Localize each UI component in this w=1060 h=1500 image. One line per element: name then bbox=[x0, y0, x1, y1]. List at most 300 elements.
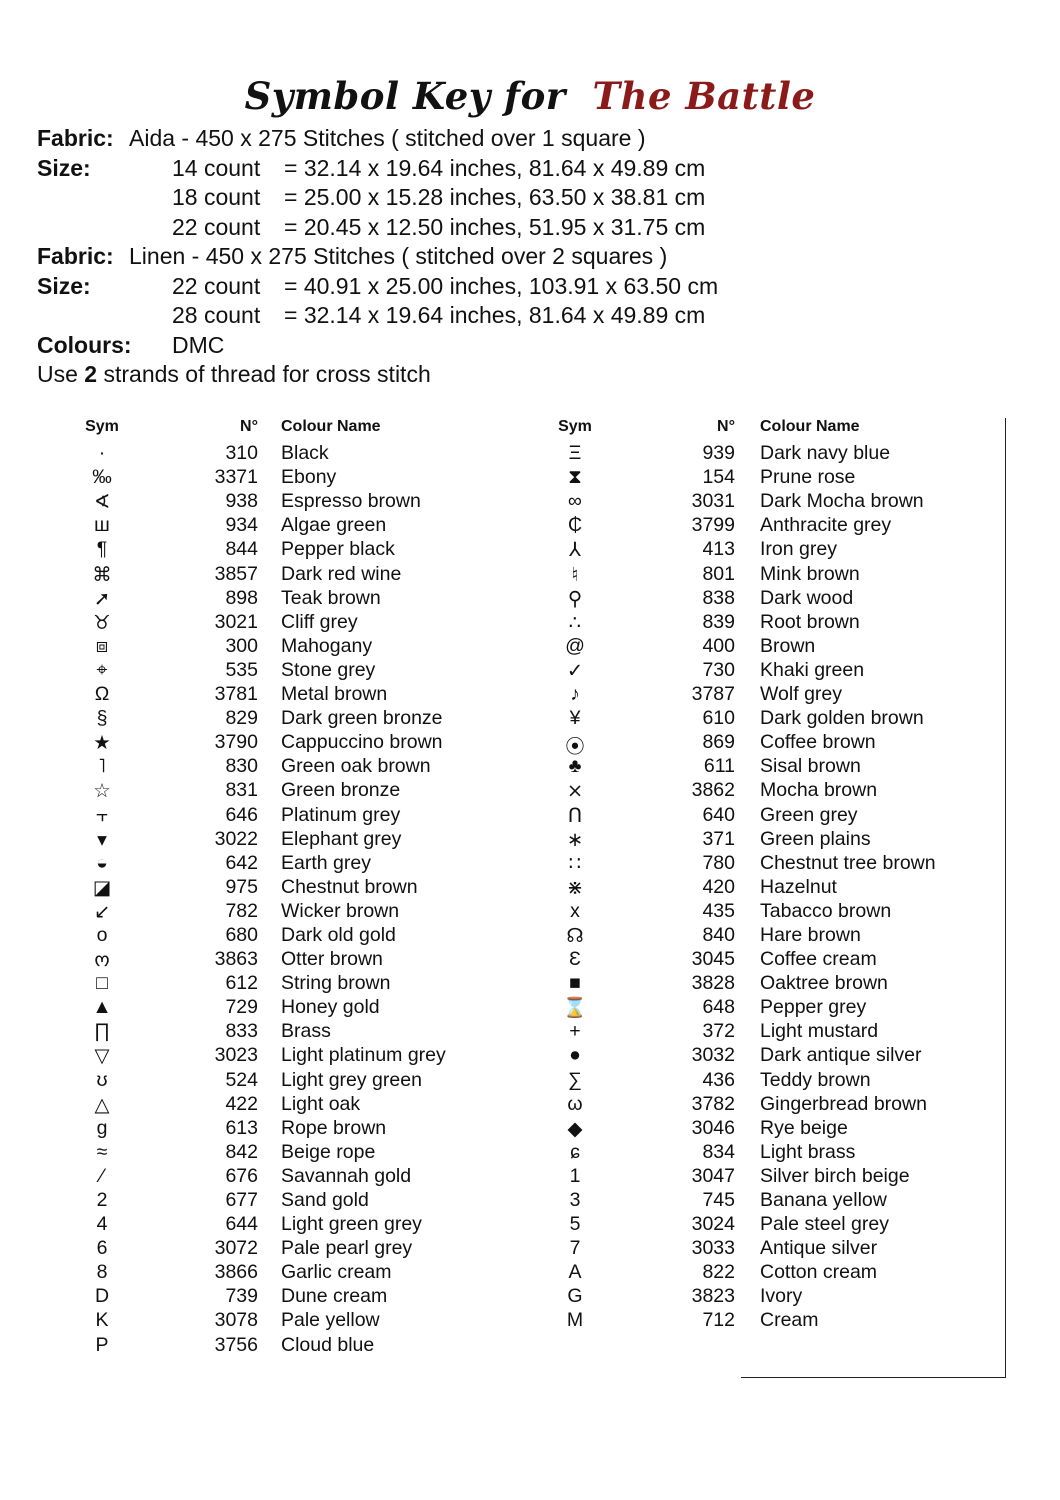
table-row bbox=[555, 1093, 995, 1117]
symbol: ω bbox=[567, 1092, 583, 1115]
dmc-number: 712 bbox=[702, 1309, 735, 1332]
size1-label: Size: bbox=[37, 154, 91, 181]
symbol: ◪ bbox=[92, 876, 112, 899]
size-count: 22 count bbox=[172, 272, 261, 299]
dmc-number: 3032 bbox=[691, 1044, 735, 1067]
dmc-number: 435 bbox=[702, 899, 735, 922]
dmc-number: 3756 bbox=[214, 1333, 258, 1356]
symbol: ᑎ bbox=[567, 804, 583, 827]
table-row bbox=[555, 683, 995, 707]
table-row bbox=[555, 1165, 995, 1189]
colour-name: Ebony bbox=[281, 466, 337, 489]
table-row bbox=[82, 1069, 512, 1093]
symbol: ⌖ bbox=[96, 658, 108, 681]
dmc-number: 822 bbox=[702, 1261, 735, 1284]
header-num: N° bbox=[240, 418, 258, 435]
colours-label: Colours: bbox=[37, 331, 132, 358]
colour-name: Pale yellow bbox=[281, 1309, 380, 1332]
header-sym: Sym bbox=[558, 418, 592, 435]
dmc-number: 372 bbox=[702, 1020, 735, 1043]
dmc-number: 745 bbox=[702, 1189, 735, 1211]
dmc-number: 612 bbox=[225, 972, 258, 995]
dmc-number: 833 bbox=[225, 1020, 258, 1043]
colour-name: Iron grey bbox=[760, 538, 837, 561]
symbol: ▲ bbox=[92, 996, 112, 1019]
colour-name: Ivory bbox=[760, 1285, 803, 1308]
table-row bbox=[555, 611, 995, 635]
colour-name: Dark antique silver bbox=[760, 1044, 922, 1067]
size-count: 22 count bbox=[172, 213, 261, 240]
symbol: ✓ bbox=[566, 659, 584, 682]
dmc-number: 3022 bbox=[214, 827, 258, 850]
table-row bbox=[82, 1261, 512, 1285]
dmc-number: 842 bbox=[225, 1140, 258, 1163]
symbol: 8 bbox=[96, 1261, 108, 1284]
colour-name: Earth grey bbox=[281, 851, 371, 874]
fabric2-label: Fabric: bbox=[37, 243, 114, 269]
dmc-number: 3033 bbox=[691, 1237, 735, 1260]
dmc-number: 610 bbox=[702, 707, 735, 730]
dmc-number: 938 bbox=[225, 490, 258, 513]
size-dims: = 32.14 x 19.64 inches, 81.64 x 49.89 cm bbox=[284, 302, 706, 328]
colour-name: Brown bbox=[760, 634, 816, 657]
table-row bbox=[82, 755, 512, 779]
colours-value: DMC bbox=[172, 331, 225, 358]
symbol: · bbox=[98, 442, 106, 465]
colour-name: String brown bbox=[281, 972, 391, 995]
table-row bbox=[555, 1141, 995, 1165]
dmc-number: 3787 bbox=[691, 683, 735, 706]
symbol: Ξ bbox=[568, 442, 582, 465]
size-count: 28 count bbox=[172, 302, 261, 328]
colour-name: Dark golden brown bbox=[760, 707, 924, 730]
colour-name: Teddy brown bbox=[760, 1068, 871, 1091]
table-row bbox=[82, 948, 512, 972]
dmc-number: 3078 bbox=[214, 1309, 258, 1332]
table-row bbox=[555, 948, 995, 972]
dmc-number: 677 bbox=[225, 1189, 258, 1211]
dmc-number: 3045 bbox=[691, 948, 735, 971]
colour-name: Platinum grey bbox=[281, 803, 401, 826]
table-row bbox=[555, 707, 995, 731]
table-row bbox=[82, 514, 512, 538]
dmc-number: 154 bbox=[702, 466, 735, 489]
table-row bbox=[555, 779, 995, 803]
colour-name: Cream bbox=[760, 1309, 819, 1332]
symbol: 1 bbox=[569, 1164, 581, 1187]
colour-name: Light green grey bbox=[281, 1213, 422, 1236]
colour-name: Savannah gold bbox=[281, 1164, 412, 1187]
symbol: ● bbox=[569, 1044, 581, 1067]
table-row bbox=[555, 1069, 995, 1093]
symbol: ⫟ bbox=[96, 803, 108, 826]
dmc-number: 3866 bbox=[214, 1261, 258, 1284]
table-row bbox=[82, 1237, 512, 1261]
colour-name: Stone grey bbox=[281, 658, 376, 681]
table-row bbox=[555, 563, 995, 587]
colour-name: Brass bbox=[281, 1020, 331, 1043]
table-row bbox=[555, 900, 995, 924]
table-row bbox=[555, 635, 995, 659]
strands-num: 2 bbox=[84, 361, 98, 387]
dmc-number: 3799 bbox=[691, 514, 735, 537]
symbol: ⅄ bbox=[569, 539, 581, 562]
symbol: § bbox=[96, 707, 108, 730]
table-row bbox=[82, 731, 512, 755]
colour-name: Cappuccino brown bbox=[281, 731, 443, 754]
table-row bbox=[555, 1309, 995, 1333]
dmc-number: 3371 bbox=[214, 466, 258, 489]
dmc-number: 839 bbox=[702, 610, 735, 633]
strands-text bbox=[37, 360, 431, 390]
table-header bbox=[555, 418, 995, 442]
colour-name: Oaktree brown bbox=[760, 972, 888, 995]
table-row bbox=[82, 876, 512, 900]
symbol: @ bbox=[565, 634, 585, 657]
dmc-number: 524 bbox=[225, 1068, 258, 1091]
table-row bbox=[82, 828, 512, 852]
colour-name: Dark red wine bbox=[281, 562, 402, 585]
colour-name: Chestnut brown bbox=[281, 875, 418, 898]
symbol: P bbox=[95, 1333, 109, 1356]
dmc-number: 420 bbox=[702, 875, 735, 898]
dmc-number: 3031 bbox=[691, 490, 735, 513]
dmc-number: 646 bbox=[225, 803, 258, 826]
colour-name: Rye beige bbox=[760, 1116, 848, 1139]
table-row bbox=[82, 1213, 512, 1237]
symbol: ɕ bbox=[570, 1140, 580, 1163]
table-row bbox=[82, 538, 512, 562]
table-row bbox=[82, 852, 512, 876]
colour-name: Elephant grey bbox=[281, 827, 402, 850]
symbol: ¶ bbox=[96, 538, 108, 561]
symbol: ∴ bbox=[568, 611, 582, 634]
dmc-number: 3828 bbox=[691, 972, 735, 995]
symbol: x bbox=[570, 899, 580, 922]
colour-name: Pale pearl grey bbox=[281, 1237, 413, 1260]
dmc-number: 3863 bbox=[214, 948, 258, 971]
colour-name: Espresso brown bbox=[281, 490, 421, 513]
dmc-number: 436 bbox=[702, 1068, 735, 1091]
colour-name: Pepper grey bbox=[760, 996, 867, 1019]
colour-name: Algae green bbox=[281, 514, 387, 537]
colour-name: Antique silver bbox=[760, 1237, 878, 1260]
symbol: 2 bbox=[96, 1189, 108, 1211]
table-row bbox=[82, 900, 512, 924]
symbol: ♉ bbox=[93, 611, 111, 634]
table-row bbox=[555, 1020, 995, 1044]
dmc-number: 782 bbox=[225, 899, 258, 922]
dmc-number: 3023 bbox=[214, 1044, 258, 1067]
symbol: ∢ bbox=[93, 491, 111, 514]
dmc-number: 3072 bbox=[214, 1237, 258, 1260]
dmc-number: 3024 bbox=[691, 1213, 735, 1236]
symbol: M bbox=[566, 1309, 584, 1332]
symbol: ო bbox=[94, 949, 110, 972]
table-row bbox=[82, 1189, 512, 1213]
symbol: ⌛ bbox=[562, 997, 588, 1020]
table-row bbox=[82, 1141, 512, 1165]
colour-name: Wolf grey bbox=[760, 683, 842, 706]
border-line-bottom bbox=[741, 1377, 1006, 1378]
colour-name: Cotton cream bbox=[760, 1261, 878, 1284]
colour-name: Coffee brown bbox=[760, 731, 876, 754]
colour-name: Banana yellow bbox=[760, 1189, 887, 1211]
fabric2-text: Linen - 450 x 275 Stitches ( stitched over 2 squares ) bbox=[129, 243, 668, 269]
symbol: ∷ bbox=[568, 852, 582, 875]
colour-name: Beige rope bbox=[281, 1140, 376, 1163]
colour-name: Hazelnut bbox=[760, 875, 837, 898]
dmc-number: 648 bbox=[702, 996, 735, 1019]
colour-name: Tabacco brown bbox=[760, 899, 892, 922]
symbol: ∑ bbox=[568, 1068, 582, 1091]
symbol-table-right bbox=[555, 418, 995, 1334]
table-row bbox=[82, 972, 512, 996]
colour-name: Green plains bbox=[760, 827, 871, 850]
symbol: ♮ bbox=[571, 563, 579, 586]
table-row bbox=[555, 1237, 995, 1261]
colour-name: Gingerbread brown bbox=[760, 1092, 927, 1115]
table-row bbox=[555, 731, 995, 759]
symbol: 5 bbox=[569, 1213, 581, 1236]
size-count: 14 count bbox=[172, 154, 261, 181]
dmc-number: 3047 bbox=[691, 1164, 735, 1187]
right-rows bbox=[555, 442, 995, 1333]
symbol: 6 bbox=[96, 1237, 108, 1260]
fabric1-text: Aida - 450 x 275 Stitches ( stitched over 1 square ) bbox=[129, 125, 646, 151]
dmc-number: 869 bbox=[702, 731, 735, 754]
colour-name: Green grey bbox=[760, 803, 858, 826]
table-row bbox=[82, 611, 512, 635]
dmc-number: 975 bbox=[225, 875, 258, 898]
dmc-number: 535 bbox=[225, 658, 258, 681]
colour-name: Teak brown bbox=[281, 586, 381, 609]
colour-name: Dune cream bbox=[281, 1285, 388, 1308]
size-dims: = 40.91 x 25.00 inches, 103.91 x 63.50 cm bbox=[284, 272, 719, 299]
table-row bbox=[555, 1261, 995, 1285]
symbol: ⧗ bbox=[568, 466, 582, 489]
dmc-number: 300 bbox=[225, 634, 258, 657]
colour-name: Hare brown bbox=[760, 923, 861, 946]
dmc-number: 834 bbox=[702, 1140, 735, 1163]
table-row bbox=[82, 587, 512, 611]
dmc-number: 898 bbox=[225, 586, 258, 609]
colour-name: Honey gold bbox=[281, 996, 380, 1019]
colour-name: Cloud blue bbox=[281, 1333, 375, 1356]
table-row bbox=[555, 587, 995, 611]
symbol: 7 bbox=[569, 1237, 581, 1260]
dmc-number: 3782 bbox=[691, 1092, 735, 1115]
symbol: ˥ bbox=[98, 755, 106, 778]
table-row bbox=[82, 1020, 512, 1044]
dmc-number: 780 bbox=[702, 851, 735, 874]
dmc-number: 3046 bbox=[691, 1116, 735, 1139]
table-row bbox=[555, 876, 995, 900]
header-name: Colour Name bbox=[760, 418, 860, 435]
symbol: ∗ bbox=[566, 828, 584, 851]
symbol: D bbox=[94, 1285, 110, 1308]
dmc-number: 739 bbox=[225, 1285, 258, 1308]
symbol: 3 bbox=[569, 1189, 581, 1211]
symbol: Ω bbox=[94, 683, 110, 706]
table-row bbox=[555, 996, 995, 1020]
colour-name: Pale steel grey bbox=[760, 1213, 889, 1236]
dmc-number: 729 bbox=[225, 996, 258, 1019]
colour-name: Garlic cream bbox=[281, 1261, 392, 1284]
dmc-number: 3857 bbox=[214, 562, 258, 585]
symbol: ⧈ bbox=[95, 634, 109, 657]
header-sym: Sym bbox=[85, 418, 119, 435]
symbol: ⚲ bbox=[567, 587, 583, 610]
table-row bbox=[82, 707, 512, 731]
dmc-number: 939 bbox=[702, 442, 735, 465]
symbol: ⨯ bbox=[566, 780, 584, 803]
table-row bbox=[555, 1189, 995, 1213]
symbol: ★ bbox=[93, 732, 111, 755]
symbol: o bbox=[96, 923, 108, 946]
table-row bbox=[555, 804, 995, 828]
strands-pre: Use bbox=[37, 361, 78, 387]
table-row bbox=[82, 996, 512, 1020]
dmc-number: 3781 bbox=[214, 683, 258, 706]
colour-name: Mocha brown bbox=[760, 779, 878, 802]
table-row bbox=[555, 1117, 995, 1141]
size-dims: = 25.00 x 15.28 inches, 63.50 x 38.81 cm bbox=[284, 184, 706, 210]
colour-name: Pepper black bbox=[281, 538, 395, 561]
colour-name: Silver birch beige bbox=[760, 1164, 910, 1187]
dmc-number: 644 bbox=[225, 1213, 258, 1236]
table-row bbox=[82, 1334, 512, 1358]
dmc-number: 829 bbox=[225, 707, 258, 730]
dmc-number: 830 bbox=[225, 755, 258, 778]
colour-name: Green oak brown bbox=[281, 755, 431, 778]
symbol: ☆ bbox=[93, 780, 111, 803]
symbol: ⌘ bbox=[92, 563, 112, 586]
dmc-number: 680 bbox=[225, 923, 258, 946]
colour-name: Mink brown bbox=[760, 562, 860, 585]
dmc-number: 730 bbox=[702, 658, 735, 681]
symbol: ↙ bbox=[93, 900, 111, 923]
table-row bbox=[82, 1093, 512, 1117]
table-row bbox=[555, 1285, 995, 1309]
colour-name: Cliff grey bbox=[281, 610, 358, 633]
size-dims: = 20.45 x 12.50 inches, 51.95 x 31.75 cm bbox=[284, 213, 706, 240]
colour-name: Black bbox=[281, 442, 329, 465]
dmc-number: 934 bbox=[225, 514, 258, 537]
symbol: □ bbox=[96, 972, 108, 995]
size-count: 18 count bbox=[172, 184, 261, 210]
symbol: ‰ bbox=[92, 466, 112, 489]
colour-name: Green bronze bbox=[281, 779, 401, 802]
symbol: ☊ bbox=[566, 924, 584, 947]
dmc-number: 310 bbox=[225, 442, 258, 465]
table-row bbox=[82, 1044, 512, 1068]
table-row bbox=[555, 514, 995, 538]
symbol: ∏ bbox=[93, 1020, 111, 1043]
symbol: ▾ bbox=[97, 828, 107, 851]
colour-name: Root brown bbox=[760, 610, 860, 633]
dmc-number: 613 bbox=[225, 1116, 258, 1139]
table-row bbox=[555, 538, 995, 562]
dmc-number: 422 bbox=[225, 1092, 258, 1115]
table-row bbox=[555, 442, 995, 466]
dmc-number: 3823 bbox=[691, 1285, 735, 1308]
symbol: ⁄ bbox=[100, 1164, 104, 1187]
symbol: ♪ bbox=[570, 683, 580, 706]
dmc-number: 611 bbox=[703, 755, 735, 778]
table-row bbox=[82, 659, 512, 683]
symbol: ¥ bbox=[569, 707, 581, 730]
symbol: + bbox=[569, 1020, 581, 1043]
title-accent: The Battle bbox=[592, 74, 816, 118]
dmc-number: 3790 bbox=[214, 731, 258, 754]
table-row bbox=[82, 804, 512, 828]
colour-name: Dark Mocha brown bbox=[760, 490, 924, 513]
symbol: ■ bbox=[569, 972, 581, 995]
table-row bbox=[555, 755, 995, 779]
dmc-number: 801 bbox=[702, 562, 735, 585]
fabric1-label: Fabric: bbox=[37, 125, 114, 151]
table-row bbox=[555, 466, 995, 490]
symbol: △ bbox=[94, 1093, 110, 1116]
size2-label: Size: bbox=[37, 272, 91, 299]
left-rows bbox=[82, 442, 512, 1358]
symbol: g bbox=[96, 1116, 108, 1139]
symbol: ◒ bbox=[96, 851, 108, 874]
dmc-number: 844 bbox=[225, 538, 258, 561]
colour-name: Dark green bronze bbox=[281, 707, 443, 730]
symbol: K bbox=[95, 1309, 109, 1332]
table-row bbox=[82, 1285, 512, 1309]
table-row bbox=[82, 466, 512, 490]
colour-name: Wicker brown bbox=[281, 899, 400, 922]
symbol: ∞ bbox=[568, 490, 582, 513]
table-row bbox=[555, 1213, 995, 1237]
colour-name: Metal brown bbox=[281, 683, 388, 706]
colour-name: Light platinum grey bbox=[281, 1044, 446, 1067]
header-num: N° bbox=[717, 418, 735, 435]
colour-name: Light mustard bbox=[760, 1020, 879, 1043]
page-title bbox=[0, 74, 1060, 118]
table-row bbox=[555, 659, 995, 683]
symbol: A bbox=[568, 1261, 582, 1284]
symbol: ⦿ bbox=[565, 736, 585, 759]
colour-name: Dark wood bbox=[760, 586, 854, 609]
dmc-number: 676 bbox=[225, 1164, 258, 1187]
symbol: ⋇ bbox=[566, 876, 584, 899]
colour-name: Light brass bbox=[760, 1140, 856, 1163]
colour-name: Sand gold bbox=[281, 1189, 369, 1211]
colour-name: Otter brown bbox=[281, 948, 383, 971]
colour-name: Khaki green bbox=[760, 658, 865, 681]
table-row bbox=[555, 852, 995, 876]
table-row bbox=[82, 490, 512, 514]
colour-name: Rope brown bbox=[281, 1116, 387, 1139]
symbol: ʊ bbox=[96, 1068, 108, 1091]
colour-name: Coffee cream bbox=[760, 948, 877, 971]
table-row bbox=[555, 972, 995, 996]
strands-post: strands of thread for cross stitch bbox=[103, 361, 431, 387]
symbol: ♣ bbox=[568, 755, 582, 778]
colour-name: Sisal brown bbox=[760, 755, 861, 778]
colour-name: Light grey green bbox=[281, 1068, 422, 1091]
symbol: ≈ bbox=[96, 1140, 108, 1163]
colour-name: Chestnut tree brown bbox=[760, 851, 936, 874]
dmc-number: 371 bbox=[702, 827, 735, 850]
table-row bbox=[82, 683, 512, 707]
symbol-table-left bbox=[82, 418, 512, 1358]
dmc-number: 642 bbox=[225, 851, 258, 874]
